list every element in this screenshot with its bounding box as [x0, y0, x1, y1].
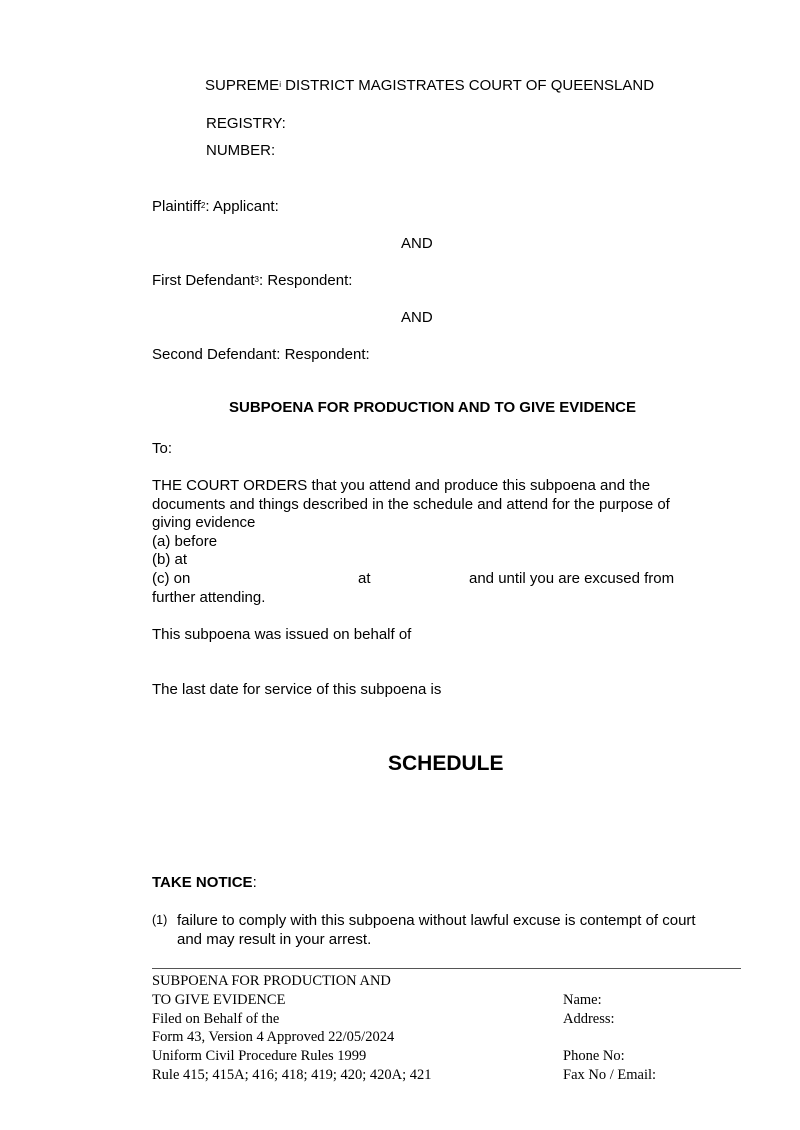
court-heading: [205, 77, 654, 95]
footer-name-label: Name:: [563, 992, 602, 1008]
take-notice-colon: :: [252, 874, 257, 891]
footer-left-line-6: Rule 415; 415A; 416; 418; 419; 420; 420A; 421: [152, 1067, 432, 1083]
plaintiff-role: : Applicant:: [205, 198, 279, 215]
orders-item-c-until: and until you are excused from: [469, 570, 675, 587]
take-notice-label: TAKE NOTICE: [152, 874, 253, 891]
first-defendant-text: First Defendant: [152, 272, 255, 289]
and-separator-1: AND: [401, 235, 433, 252]
number-label: NUMBER:: [206, 142, 276, 159]
notice-item-line-2: and may result in your arrest.: [177, 931, 372, 948]
footer-phone-label: Phone No:: [563, 1048, 625, 1064]
issued-on-behalf: This subpoena was issued on behalf of: [152, 626, 412, 643]
court-footnote-ref: i: [279, 80, 281, 89]
document-title: SUBPOENA FOR PRODUCTION AND TO GIVE EVIDENCE: [229, 399, 636, 416]
orders-item-b: (b) at: [152, 551, 188, 568]
to-label: To:: [152, 440, 173, 457]
plaintiff-label: [152, 198, 279, 216]
and-separator-2: AND: [401, 309, 433, 326]
court-supreme: SUPREME: [205, 77, 280, 94]
orders-line-1: THE COURT ORDERS that you attend and produce this subpoena and the: [152, 477, 651, 494]
first-defendant-role: : Respondent:: [259, 272, 353, 289]
footer-left-line-1: SUBPOENA FOR PRODUCTION AND: [152, 973, 391, 989]
orders-item-c-at: at: [358, 570, 371, 587]
court-names: DISTRICT MAGISTRATES COURT OF QUEENSLAND: [280, 77, 655, 94]
take-notice: [152, 874, 257, 892]
last-date-service: The last date for service of this subpoena is: [152, 681, 442, 698]
orders-item-c: (c) on: [152, 570, 191, 587]
footer-address-label: Address:: [563, 1011, 615, 1027]
footer-left-line-4: Form 43, Version 4 Approved 22/05/2024: [152, 1029, 395, 1045]
orders-item-a: (a) before: [152, 533, 218, 550]
second-defendant-label: Second Defendant: Respondent:: [152, 346, 370, 363]
orders-line-end: further attending.: [152, 589, 266, 606]
registry-label: REGISTRY:: [206, 115, 286, 132]
footer-left-line-5: Uniform Civil Procedure Rules 1999: [152, 1048, 367, 1064]
first-defendant-footnote-ref: 3: [254, 275, 259, 284]
first-defendant-label: [152, 272, 352, 290]
orders-line-2: documents and things described in the schedule and attend for the purpose of: [152, 496, 670, 513]
footer-left-line-2: TO GIVE EVIDENCE: [152, 992, 286, 1008]
footer-left-line-3: Filed on Behalf of the: [152, 1011, 280, 1027]
footer-divider: [152, 968, 741, 969]
notice-item-number: (1): [152, 913, 168, 927]
notice-item-line-1: failure to comply with this subpoena without lawful excuse is contempt of court: [177, 912, 696, 929]
plaintiff-text: Plaintiff: [152, 198, 201, 215]
plaintiff-footnote-ref: 2: [200, 201, 206, 210]
schedule-heading: SCHEDULE: [388, 752, 504, 775]
footer-fax-label: Fax No / Email:: [563, 1067, 657, 1083]
orders-line-3: giving evidence: [152, 514, 256, 531]
